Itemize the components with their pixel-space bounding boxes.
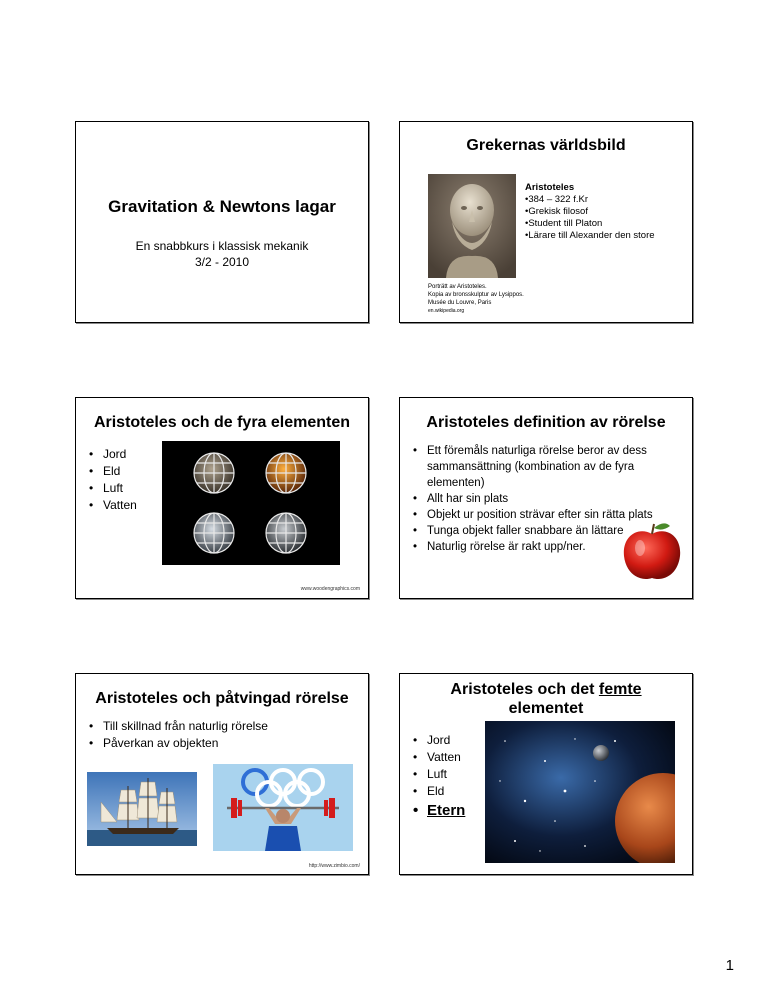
caption-line: Musée du Louvre, Paris — [428, 300, 492, 306]
sailing-ship-image — [87, 772, 197, 846]
info-line: •384 – 322 f.Kr — [525, 194, 589, 205]
slide-5 — [75, 673, 369, 875]
slide-subtitle: En snabbkurs i klassisk mekanik — [135, 239, 309, 253]
slide-title — [400, 680, 692, 718]
weightlifter-image — [213, 764, 353, 851]
list-item-etern: • Etern — [413, 800, 465, 822]
slide-3 — [75, 397, 369, 599]
list-item: • Jord — [89, 446, 137, 463]
caption-line: Porträtt av Aristoteles. — [428, 284, 487, 290]
list-item: • Vatten — [89, 497, 137, 514]
list-item: • Luft — [89, 480, 137, 497]
list-item: • Allt har sin plats — [413, 491, 678, 507]
slide-2 — [399, 121, 693, 323]
list-item: • Naturlig rörelse är rakt upp/ner. — [413, 539, 678, 555]
slide-title: Aristoteles definition av rörelse — [426, 414, 666, 431]
fifth-element-list — [413, 732, 465, 822]
slide-title: Gravitation & Newtons lagar — [108, 197, 336, 216]
caption-line: Kopia av bronsskulptur av Lysippos. — [428, 292, 524, 298]
info-name: Aristoteles — [525, 182, 575, 193]
slide-subtitle-block — [76, 238, 368, 270]
image-credit: http://www.zimbio.com/ — [308, 863, 360, 869]
slide-1 — [75, 121, 369, 323]
apple-image — [618, 520, 686, 584]
list-item: • Ett föremåls naturliga rörelse beror av dess sammansättning (kombination av de fyra elementen) — [413, 443, 678, 491]
element-list — [89, 446, 137, 514]
slide-4 — [399, 397, 693, 599]
space-planets-image — [485, 721, 675, 863]
slide-date: 3/2 - 2010 — [194, 255, 250, 269]
list-item: • Till skillnad från naturlig rörelse — [89, 718, 268, 735]
info-line: •Lärare till Alexander den store — [525, 230, 655, 241]
list-item: • Jord — [413, 732, 465, 749]
four-elements-spheres-image — [162, 441, 340, 565]
aristotle-info — [525, 182, 655, 242]
list-item: • Påverkan av objekten — [89, 735, 268, 752]
title-underlined-word: femte — [598, 681, 642, 698]
list-item: • Tunga objekt faller snabbare än lättare — [413, 523, 678, 539]
image-credit: www.woodengraphics.com — [300, 586, 360, 592]
title-part: Aristoteles och det — [450, 681, 599, 698]
list-item: • Eld — [413, 783, 465, 800]
slide-title: Grekernas världsbild — [466, 137, 626, 154]
list-item: • Objekt ur position strävar efter sin rätta plats — [413, 507, 678, 523]
slide-title: Aristoteles och de fyra elementen — [93, 414, 351, 431]
image-source: en.wikipedia.org — [428, 308, 465, 314]
info-line: •Grekisk filosof — [525, 206, 588, 217]
list-item: • Eld — [89, 463, 137, 480]
title-part: elementet — [508, 700, 584, 717]
slide-title: Aristoteles och påtvingad rörelse — [95, 690, 349, 707]
list-item: • Vatten — [413, 749, 465, 766]
page-number: 1 — [725, 957, 734, 974]
list-item: • Luft — [413, 766, 465, 783]
info-line: •Student till Platon — [525, 218, 603, 229]
aristotle-bust-image — [428, 174, 516, 278]
slide-6 — [399, 673, 693, 875]
image-caption — [428, 283, 524, 315]
forced-motion-list — [89, 718, 268, 752]
